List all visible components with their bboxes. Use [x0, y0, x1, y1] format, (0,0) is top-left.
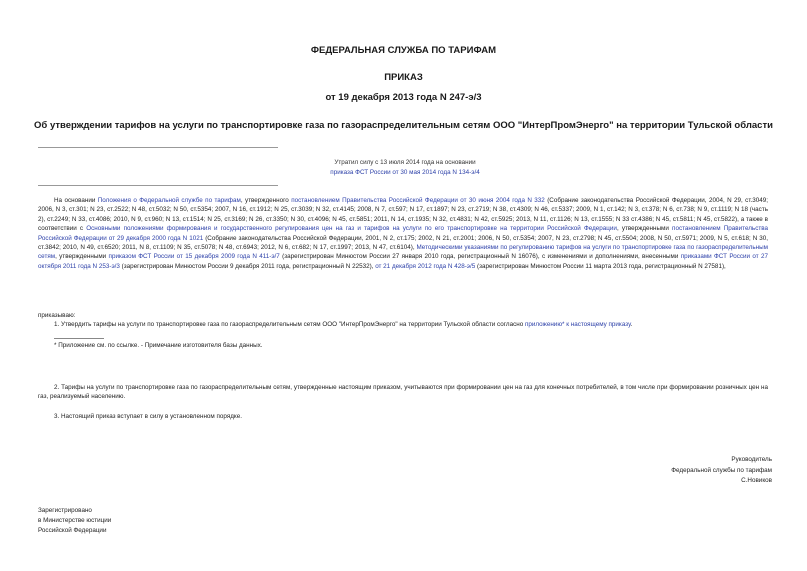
link-order-253[interactable]: приказами ФСТ России от 27 октября 2011 года N 253-э/3	[38, 253, 768, 270]
item-2: 2. Тарифы на услуги по транспортировке газа по газораспределительным сетям, утвержденные настоящим приказом, учитываются при формировании цен на газ для конечных потребителей, в том числе при формировании розничных цен на газ, реализуемый населению.	[38, 384, 768, 401]
status-note-text: Утратил силу с 13 июля 2014 года на основании	[334, 159, 476, 166]
link-basic-provisions[interactable]: Основными положениями формирования и государственного регулирования цен на газ и тарифов на услуги по его транспортировке на территории Российской Федерации	[86, 225, 617, 233]
preamble-text: (зарегистрирован Минюстом России 9 декабря 2011 года, регистрационный N 22532),	[119, 262, 376, 270]
date-number-heading: от 19 декабря 2013 года N 247-э/3	[325, 92, 482, 103]
status-note-link[interactable]: приказа ФСТ России от 30 мая 2014 года N 134-э/4	[330, 169, 480, 176]
signature-block	[671, 455, 772, 487]
preamble-text: , утвержденного	[240, 197, 292, 204]
link-methodical-instructions[interactable]: Методическими указаниями по регулированию тарифов на услуги по транспортировке газа по газораспределительным сетям	[38, 244, 768, 261]
registration-block	[38, 506, 111, 536]
link-order-428[interactable]: от 21 декабря 2012 года N 428-э/5	[375, 262, 476, 270]
link-fst-regulation[interactable]: Положения о Федеральной службе по тарифам	[97, 197, 241, 204]
link-appendix[interactable]: приложению* к настоящему приказу	[525, 321, 631, 328]
preamble-text: (Собрание законодательства Российской Федерации, 2004, N 29, ст.3049; 2006, N 3, ст.301; N 23, ст.2522; N 48, ст.5032; N 50, ст.5354; 2007, N 16, ст.1912; N 25, ст.3039; N 32, ст.4145; 2008, N 7, ст.597; N 17, ст.1897; N 23, ст.2719; N 38, ст.4309; N 46, ст.5337; 2009, N 1, ст.142; N 3, ст.378; N 6, ст.738; N 9, ст.1119; N 18 (часть 2), ст.2249; N 33, ст.4086; 2010, N 9, ст.960; N 13, ст.1514; N 25, ст.3169; N 26, ст.3350; N 30, ст.4096; N 45, ст.5851; 2011, N 14, ст.1935; N 32, ст.4831; N 42, ст.5925; 2013, N 11, ст.1126; N 13, ст.1555; N 33 ст.4386; N 45, ст.5811; N 45, ст.5822), а также в соответствии с	[38, 197, 769, 233]
registration-line: Российской Федерации	[38, 527, 107, 534]
divider-bottom	[38, 185, 278, 186]
divider-top	[38, 147, 278, 148]
agency-heading: ФЕДЕРАЛЬНАЯ СЛУЖБА ПО ТАРИФАМ	[310, 45, 497, 56]
item-1	[54, 320, 769, 329]
preamble-text: , утвержденными	[616, 225, 673, 233]
preamble-text: (зарегистрирован Минюстом России 27 января 2010 года, регистрационный N 16076), с изменениями и дополнениями, внесенными	[279, 253, 681, 261]
footnote: * Приложение см. по ссылке. - Примечание изготовителя базы данных.	[54, 342, 263, 349]
document-title: Об утверждении тарифов на услуги по транспортировке газа по газораспределительным сетям ООО "ИнтерПромЭнерго" на территории Тульской области	[34, 120, 773, 131]
doc-type-heading: ПРИКАЗ	[384, 72, 423, 83]
status-note	[280, 158, 530, 178]
item-1-text: 1. Утвердить тарифы на услуги по транспортировке газа по газораспределительным сетям ООО "ИнтерПромЭнерго" на территории Тульской области согласно	[54, 321, 525, 328]
preamble-paragraph	[38, 196, 768, 271]
preamble-text: (зарегистрирован Минюстом России 11 марта 2013 года, регистрационный N 27581),	[475, 262, 726, 270]
link-government-decree-332[interactable]: постановлением Правительства Российской Федерации от 30 июня 2004 года N 332	[291, 197, 545, 204]
link-government-decree-1021[interactable]: постановлением Правительства Российской Федерации от 29 декабря 2000 года N 1021	[38, 225, 768, 242]
registration-line: Зарегистрировано	[38, 507, 92, 514]
footnote-divider	[54, 338, 104, 339]
signature-position: Руководитель	[731, 456, 772, 463]
preamble-text: На основании	[54, 197, 98, 204]
preamble-text: (Собрание законодательства Российской Федерации, 2001, N 2, ст.175; 2002, N 21, ст.2001; 2006, N 50, ст.5354; 2007, N 23, ст.2798; N 45, ст.5504; 2008, N 50, ст.5971; 2009, N 5, ст.618; N 30, ст.3842; 2010, N 49, ст.6520; 2011, N 8, ст.1109; N 35, ст.5078; N 48, ст.6943; 2012, N 6, ст.682; N 17, ст.1997; 2013, N 47, ст.6104),	[38, 234, 768, 252]
signature-name: С.Новиков	[741, 477, 772, 484]
link-order-411[interactable]: приказом ФСТ России от 15 декабря 2009 года N 411-э/7	[108, 253, 280, 261]
order-word: приказываю:	[38, 312, 76, 319]
signature-agency: Федеральной службы по тарифам	[671, 466, 772, 474]
preamble-text: , утвержденными	[55, 253, 109, 261]
registration-line: в Министерстве юстиции	[38, 517, 112, 524]
item-1-end: .	[630, 321, 633, 328]
item-3: 3. Настоящий приказ вступает в силу в установленном порядке.	[54, 413, 243, 420]
